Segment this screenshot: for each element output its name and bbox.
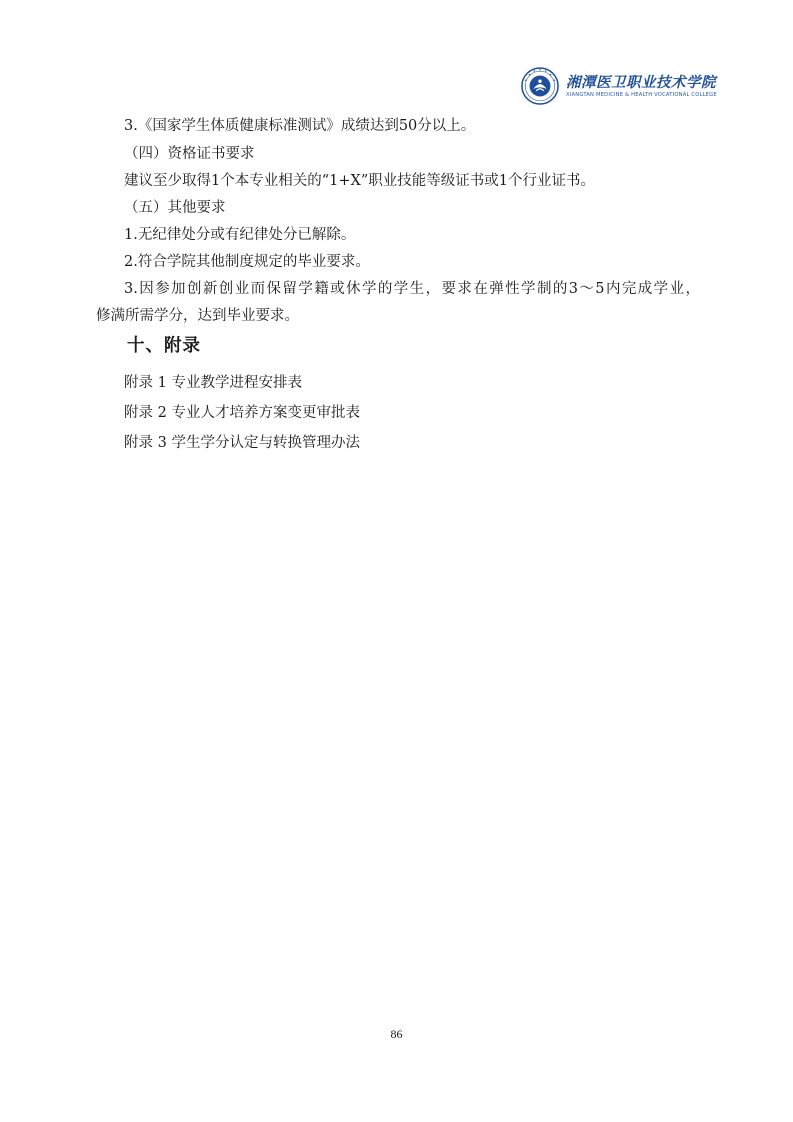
chapter-appendix-heading: 十、附录 xyxy=(127,336,201,356)
appendix-item-3: 附录 3 学生学分认定与转换管理办法 xyxy=(124,435,360,451)
page-number: 86 xyxy=(390,1027,403,1041)
other-requirement-1: 1.无纪律处分或有纪律处分已解除。 xyxy=(124,227,356,243)
college-seal-icon xyxy=(521,67,559,105)
section-certificate-title: （四）资格证书要求 xyxy=(124,146,255,162)
section-certificate-text: 建议至少取得1个本专业相关的“1+X”职业技能等级证书或1个行业证书。 xyxy=(124,173,595,189)
appendix-item-2: 附录 2 专业人才培养方案变更审批表 xyxy=(124,405,360,421)
other-requirement-2: 2.符合学院其他制度规定的毕业要求。 xyxy=(124,254,370,270)
college-logo xyxy=(521,64,721,108)
appendix-item-1: 附录 1 专业教学进程安排表 xyxy=(124,375,302,391)
college-name-en: XIANGTAN MEDICINE & HEALTH VOCATIONAL COLLEGE xyxy=(566,91,717,98)
other-requirement-3-continued: 修满所需学分，达到毕业要求。 xyxy=(96,308,299,324)
section-other-title: （五）其他要求 xyxy=(124,200,226,216)
fitness-requirement: 3.《国家学生体质健康标准测试》成绩达到50分以上。 xyxy=(124,118,476,134)
college-name-cn: 湘潭医卫职业技术学院 xyxy=(566,73,716,91)
other-requirement-3: 3.因参加创新创业而保留学籍或休学的学生，要求在弹性学制的3～5内完成学业， xyxy=(124,281,700,297)
